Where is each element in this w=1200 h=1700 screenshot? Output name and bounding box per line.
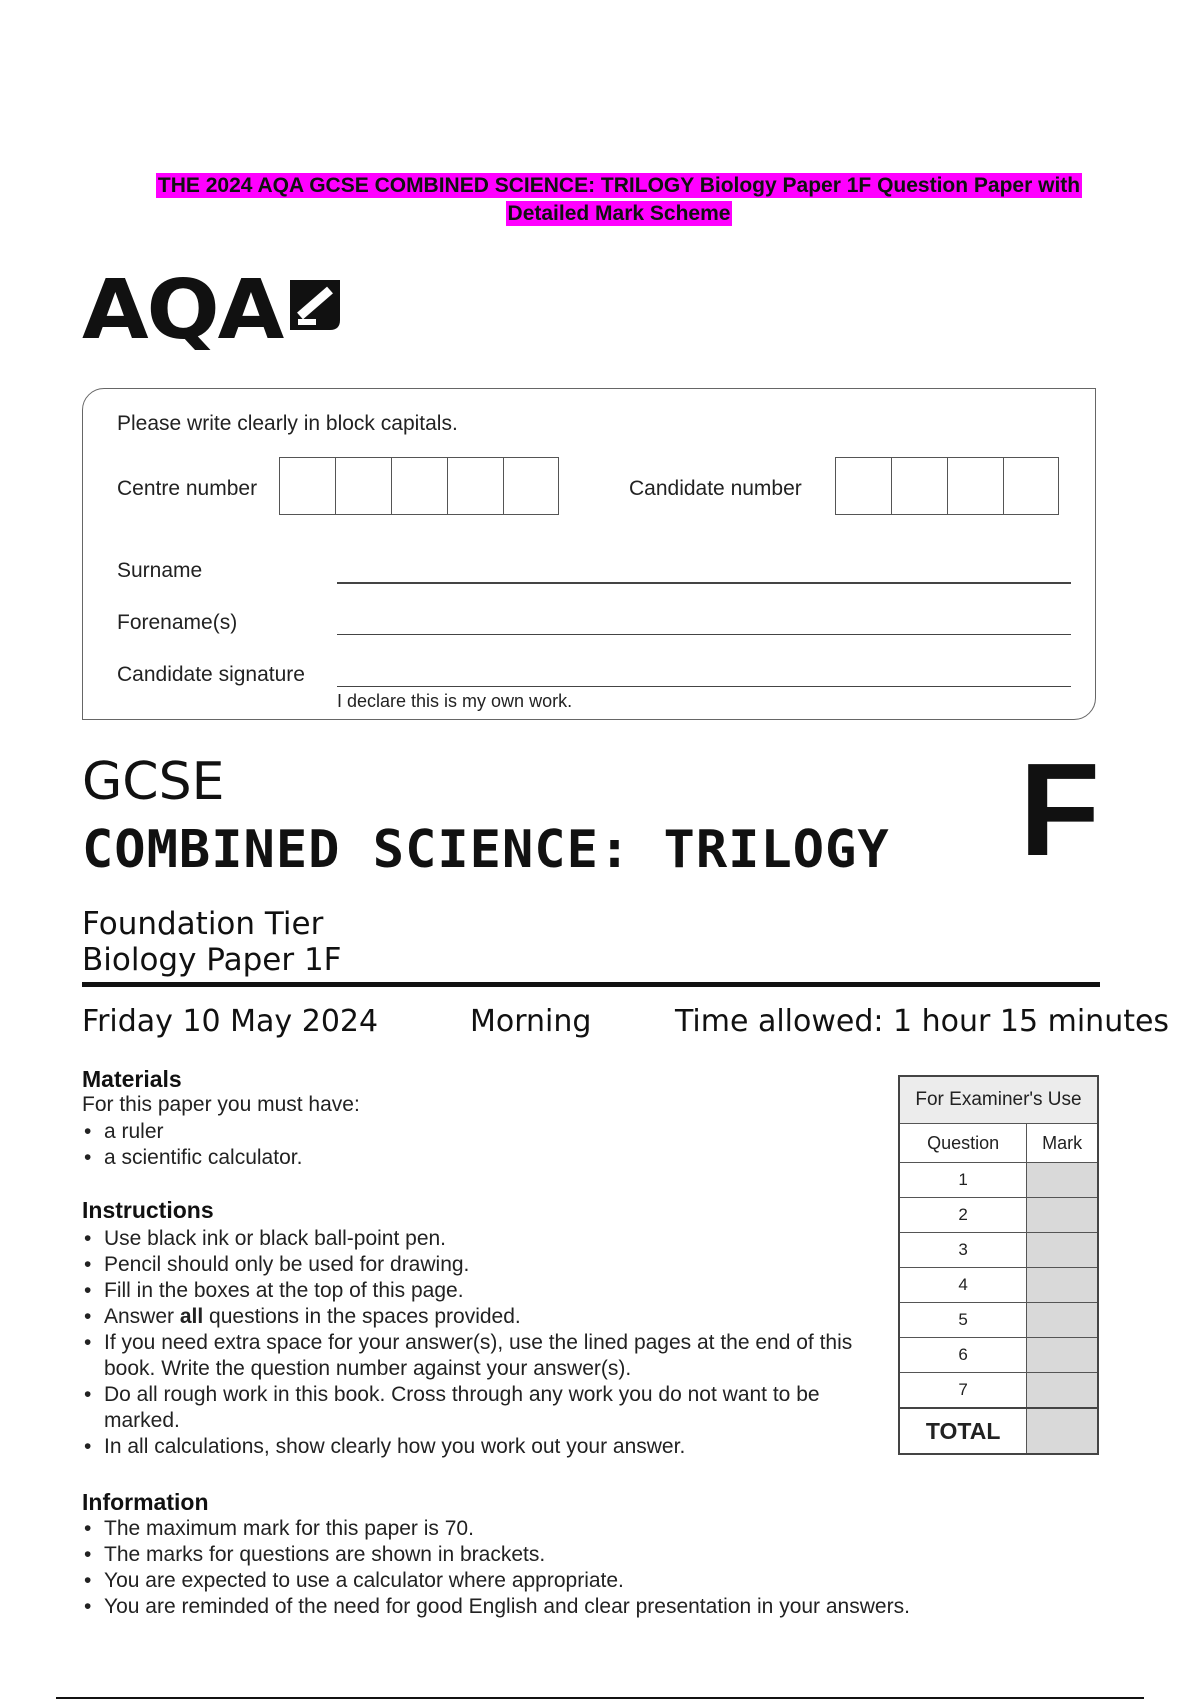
materials-intro: For this paper you must have: xyxy=(82,1093,360,1116)
signature-field[interactable] xyxy=(337,686,1071,687)
footer-divider xyxy=(56,1697,1144,1699)
question-column-header: Question xyxy=(899,1124,1027,1163)
signature-label: Candidate signature xyxy=(117,663,305,686)
instructions-list xyxy=(82,1226,882,1460)
list-item: • You are expected to use a calculator where appropriate. xyxy=(82,1568,982,1594)
materials-list xyxy=(82,1119,882,1171)
examiner-use-table xyxy=(898,1075,1099,1455)
surname-label: Surname xyxy=(117,559,203,582)
banner-line-2: Detailed Mark Scheme xyxy=(507,202,731,225)
exam-date: Friday 10 May 2024 xyxy=(82,1004,379,1039)
question-number: 2 xyxy=(899,1198,1027,1233)
mark-cell[interactable] xyxy=(1027,1233,1098,1268)
candidate-number-box[interactable] xyxy=(947,457,1003,515)
centre-number-box[interactable] xyxy=(279,457,335,515)
mark-cell[interactable] xyxy=(1027,1338,1098,1373)
mark-cell[interactable] xyxy=(1027,1268,1098,1303)
list-item: • a scientific calculator. xyxy=(82,1145,882,1171)
list-item: • Answer all questions in the spaces provided. xyxy=(82,1304,882,1330)
candidate-number-box[interactable] xyxy=(1003,457,1059,515)
centre-number-label: Centre number xyxy=(117,477,258,500)
aqa-mark-icon xyxy=(286,276,344,334)
total-mark-cell[interactable] xyxy=(1027,1408,1098,1454)
tier-letter: F xyxy=(1019,736,1100,883)
declaration-text: I declare this is my own work. xyxy=(337,691,573,711)
tier-name: Foundation Tier xyxy=(82,906,324,942)
list-item: • You are reminded of the need for good English and clear presentation in your answers. xyxy=(82,1594,982,1620)
list-item: • Do all rough work in this book. Cross through any work you do not want to be marked. xyxy=(82,1382,882,1434)
list-item: • Pencil should only be used for drawing. xyxy=(82,1252,882,1278)
centre-number-box[interactable] xyxy=(335,457,391,515)
centre-number-boxes[interactable] xyxy=(279,457,559,515)
question-number: 3 xyxy=(899,1233,1027,1268)
centre-number-box[interactable] xyxy=(503,457,559,515)
mark-cell[interactable] xyxy=(1027,1373,1098,1409)
candidate-details-box xyxy=(82,388,1096,720)
question-number: 7 xyxy=(899,1373,1027,1409)
question-number: 1 xyxy=(899,1163,1027,1198)
list-item: • Fill in the boxes at the top of this page. xyxy=(82,1278,882,1304)
centre-number-box[interactable] xyxy=(391,457,447,515)
candidate-number-boxes[interactable] xyxy=(835,457,1059,515)
centre-number-box[interactable] xyxy=(447,457,503,515)
forename-field[interactable] xyxy=(337,634,1071,635)
mark-cell[interactable] xyxy=(1027,1198,1098,1233)
qualification-title: GCSE xyxy=(82,752,225,812)
information-heading: Information xyxy=(82,1489,209,1515)
total-label: TOTAL xyxy=(899,1408,1027,1454)
question-number: 4 xyxy=(899,1268,1027,1303)
candidate-number-label: Candidate number xyxy=(629,477,802,500)
list-item: • The marks for questions are shown in brackets. xyxy=(82,1542,982,1568)
logo-text: AQA xyxy=(82,263,283,358)
paper-name: Biology Paper 1F xyxy=(82,942,342,978)
question-number: 6 xyxy=(899,1338,1027,1373)
forename-label: Forename(s) xyxy=(117,611,238,634)
list-item: • a ruler xyxy=(82,1119,882,1145)
surname-field[interactable] xyxy=(337,582,1071,584)
block-capitals-instruction: Please write clearly in block capitals. xyxy=(117,412,458,435)
question-number: 5 xyxy=(899,1303,1027,1338)
banner-line-1: THE 2024 AQA GCSE COMBINED SCIENCE: TRILOGY Biology Paper 1F Question Paper with xyxy=(157,174,1081,197)
instructions-heading: Instructions xyxy=(82,1197,214,1223)
list-item: • In all calculations, show clearly how you work out your answer. xyxy=(82,1434,882,1460)
mark-cell[interactable] xyxy=(1027,1163,1098,1198)
list-item: • The maximum mark for this paper is 70. xyxy=(82,1516,982,1542)
mark-column-header: Mark xyxy=(1027,1124,1098,1163)
document-title-banner xyxy=(60,172,1178,228)
information-list xyxy=(82,1516,982,1620)
candidate-number-box[interactable] xyxy=(835,457,891,515)
title-divider xyxy=(82,982,1100,987)
list-item: • If you need extra space for your answer(s), use the lined pages at the end of this book. Write the question number against your answer(s). xyxy=(82,1330,882,1382)
aqa-logo xyxy=(82,263,283,358)
list-item: • Use black ink or black ball-point pen. xyxy=(82,1226,882,1252)
examiner-table-title: For Examiner's Use xyxy=(899,1076,1098,1124)
exam-session: Morning xyxy=(470,1004,592,1039)
candidate-number-box[interactable] xyxy=(891,457,947,515)
time-allowed: Time allowed: 1 hour 15 minutes xyxy=(675,1004,1170,1039)
mark-cell[interactable] xyxy=(1027,1303,1098,1338)
subject-title: COMBINED SCIENCE: TRILOGY xyxy=(82,820,890,880)
materials-heading: Materials xyxy=(82,1066,182,1092)
